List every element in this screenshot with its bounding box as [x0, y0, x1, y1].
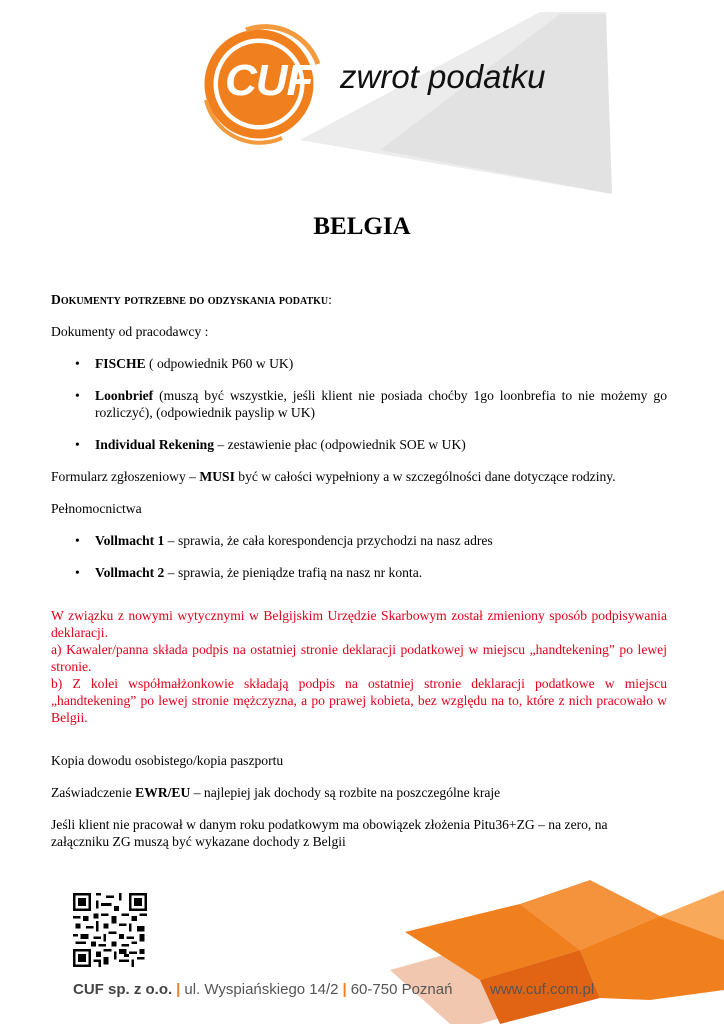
form-note-emphasis: MUSI: [199, 469, 235, 484]
section-heading-colon: :: [328, 292, 332, 307]
footer-ribbon: [330, 880, 724, 1024]
form-note-post: być w całości wypełniony a w szczególności dane dotyczące rodziny.: [234, 469, 616, 484]
bullet-icon: •: [75, 533, 80, 548]
footer-city: 60-750 Poznań: [350, 981, 453, 998]
employer-docs-intro: Dokumenty od pracodawcy :: [51, 324, 209, 339]
poa-name: Vollmacht 2: [95, 565, 165, 580]
bullet-icon: •: [75, 437, 80, 452]
pit-note: Jeśli klient nie pracował w danym roku podatkowym ma obowiązek złożenia Pitu36+ZG – na zero, na załączniku ZG muszą być wykazane dochody z Belgii: [51, 817, 608, 849]
form-note-pre: Formularz zgłoszeniowy –: [51, 469, 200, 484]
bullet-icon: •: [75, 356, 80, 371]
poa-description: – sprawia, że cała korespondencja przychodzi na nasz adres: [164, 533, 493, 548]
red-notice: [51, 607, 667, 726]
section-heading-text: Dokumenty potrzebne do odzyskania podatku: [51, 292, 329, 307]
section-heading: [51, 291, 667, 308]
certificate-note: [51, 784, 667, 801]
doc-name: FISCHE: [95, 356, 146, 371]
list-item: [51, 532, 667, 549]
employer-docs-list: [51, 355, 667, 453]
doc-description: ( odpowiednik P60 w UK): [145, 356, 294, 371]
footer-separator: |: [342, 981, 347, 998]
qr-code-icon: [73, 893, 147, 967]
bullet-icon: •: [75, 565, 80, 580]
bullet-icon: •: [75, 388, 80, 403]
list-item: [51, 355, 667, 372]
list-item: [51, 564, 667, 581]
page-title: BELGIA: [313, 213, 411, 240]
id-copy-note: Kopia dowodu osobistego/kopia paszportu: [51, 753, 284, 768]
logo-text: CUF: [225, 56, 313, 105]
doc-description: – zestawienie płac (odpowiednik SOE w UK): [214, 437, 466, 452]
poa-list: [51, 532, 667, 581]
footer-address: [73, 981, 452, 998]
header-banner: [0, 0, 724, 200]
list-item: [51, 436, 667, 453]
poa-name: Vollmacht 1: [95, 533, 165, 548]
certificate-post: – najlepiej jak dochody są rozbite na poszczególne kraje: [190, 785, 501, 800]
logo-tagline: zwrot podatku: [340, 58, 546, 95]
footer-website-link[interactable]: www.cuf.com.pl: [490, 981, 595, 998]
poa-description: – sprawia, że pieniądze trafią na nasz nr konta.: [164, 565, 423, 580]
poa-intro: Pełnomocnictwa: [51, 501, 142, 516]
certificate-emphasis: EWR/EU: [135, 785, 191, 800]
footer-street: ul. Wyspiańskiego 14/2: [184, 981, 339, 998]
doc-name: Loonbrief: [95, 388, 154, 403]
notice-paragraph: W związku z nowymi wytycznymi w Belgijskim Urzędzie Skarbowym został zmieniony sposób podpisywania deklaracji.: [51, 608, 667, 640]
doc-name: Individual Rekening: [95, 437, 214, 452]
notice-paragraph: b) Z kolei współmałżonkowie składają podpis na ostatniej stronie deklaracji podatkowe w miejscu „handtekening” po lewej stronie mężczyzna, a po prawej kobieta, bez względu na to, które z nich pracowało w Belgii.: [51, 676, 667, 725]
list-item: [51, 387, 667, 421]
footer-separator: |: [176, 981, 181, 998]
notice-paragraph: a) Kawaler/panna składa podpis na ostatniej stronie deklaracji podatkowej w miejscu „handtekening” po lewej stronie.: [51, 642, 667, 674]
document-body: [51, 291, 667, 850]
certificate-pre: Zaświadczenie: [51, 785, 136, 800]
footer-company: CUF sp. z o.o.: [73, 981, 173, 998]
form-note: [51, 468, 667, 485]
doc-description: (muszą być wszystkie, jeśli klient nie posiada choćby 1go loonbrefia to nie możemy go rozliczyć), (odpowiednik payslip w UK): [95, 388, 667, 420]
